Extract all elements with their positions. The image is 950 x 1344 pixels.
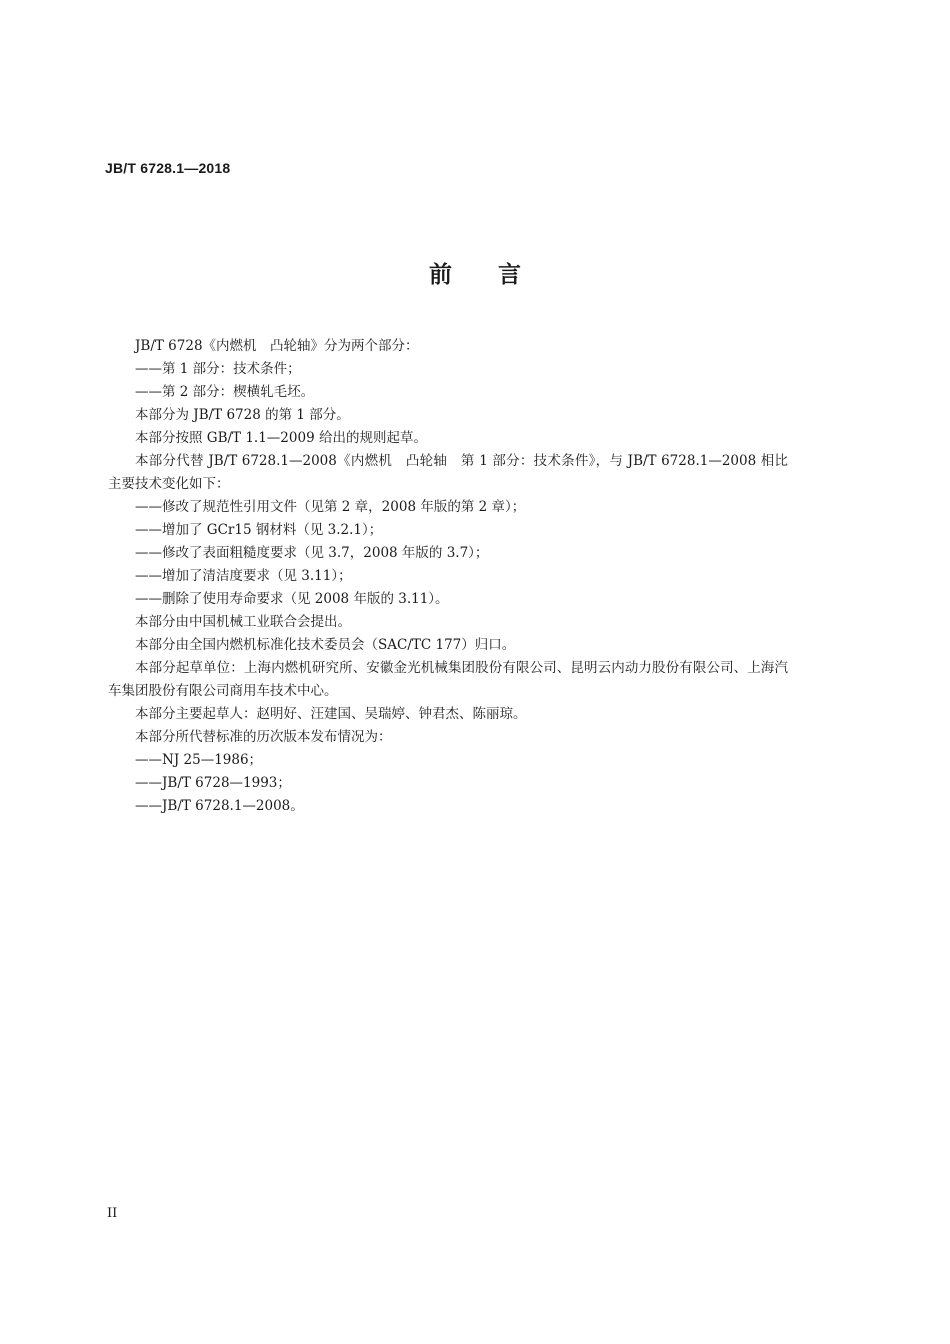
- paragraph-drafting-rules: 本部分按照 GB/T 1.1—2009 给出的规则起草。: [135, 430, 427, 446]
- page-number: II: [107, 1206, 118, 1221]
- paragraph-replaces: 本部分代替 JB/T 6728.1—2008《内燃机 凸轮轴 第 1 部分：技术条件》，与 JB/T 6728.1—2008 相比主要技术变化如下：: [108, 453, 788, 492]
- list-item-change-5: ——删除了使用寿命要求（见 2008 年版的 3.11）。: [135, 591, 449, 607]
- list-item-edition-3: ——JB/T 6728.1—2008。: [135, 798, 304, 814]
- paragraph-part-scope: 本部分为 JB/T 6728 的第 1 部分。: [135, 407, 350, 423]
- foreword-body: [108, 335, 788, 818]
- list-item-edition-1: ——NJ 25—1986；: [135, 752, 263, 768]
- list-item-change-2: ——增加了 GCr15 钢材料（见 3.2.1）；: [135, 522, 383, 538]
- paragraph-drafters: 本部分主要起草人：赵明好、汪建国、吴瑞婷、钟君杰、陈丽琼。: [135, 706, 527, 722]
- paragraph-drafting-units: 本部分起草单位：上海内燃机研究所、安徽金光机械集团股份有限公司、昆明云内动力股份有限公司、上海汽车集团股份有限公司商用车技术中心。: [108, 660, 788, 699]
- paragraph-parts-intro: JB/T 6728《内燃机 凸轮轴》分为两个部分：: [135, 338, 419, 354]
- list-item-part-2: ——第 2 部分：楔横轧毛坯。: [135, 384, 315, 400]
- list-item-part-1: ——第 1 部分：技术条件；: [135, 361, 301, 377]
- paragraph-proposed-by: 本部分由中国机械工业联合会提出。: [135, 614, 351, 630]
- paragraph-previous-editions: 本部分所代替标准的历次版本发布情况为：: [135, 729, 392, 745]
- standard-number: JB/T 6728.1—2018: [105, 160, 231, 176]
- paragraph-under-jurisdiction: 本部分由全国内燃机标准化技术委员会（SAC/TC 177）归口。: [135, 637, 516, 653]
- page-title: 前言: [429, 262, 567, 288]
- list-item-change-3: ——修改了表面粗糙度要求（见 3.7，2008 年版的 3.7）；: [135, 545, 489, 561]
- list-item-edition-2: ——JB/T 6728—1993；: [135, 775, 291, 791]
- list-item-change-1: ——修改了规范性引用文件（见第 2 章，2008 年版的第 2 章）；: [135, 499, 526, 515]
- list-item-change-4: ——增加了清洁度要求（见 3.11）；: [135, 568, 352, 584]
